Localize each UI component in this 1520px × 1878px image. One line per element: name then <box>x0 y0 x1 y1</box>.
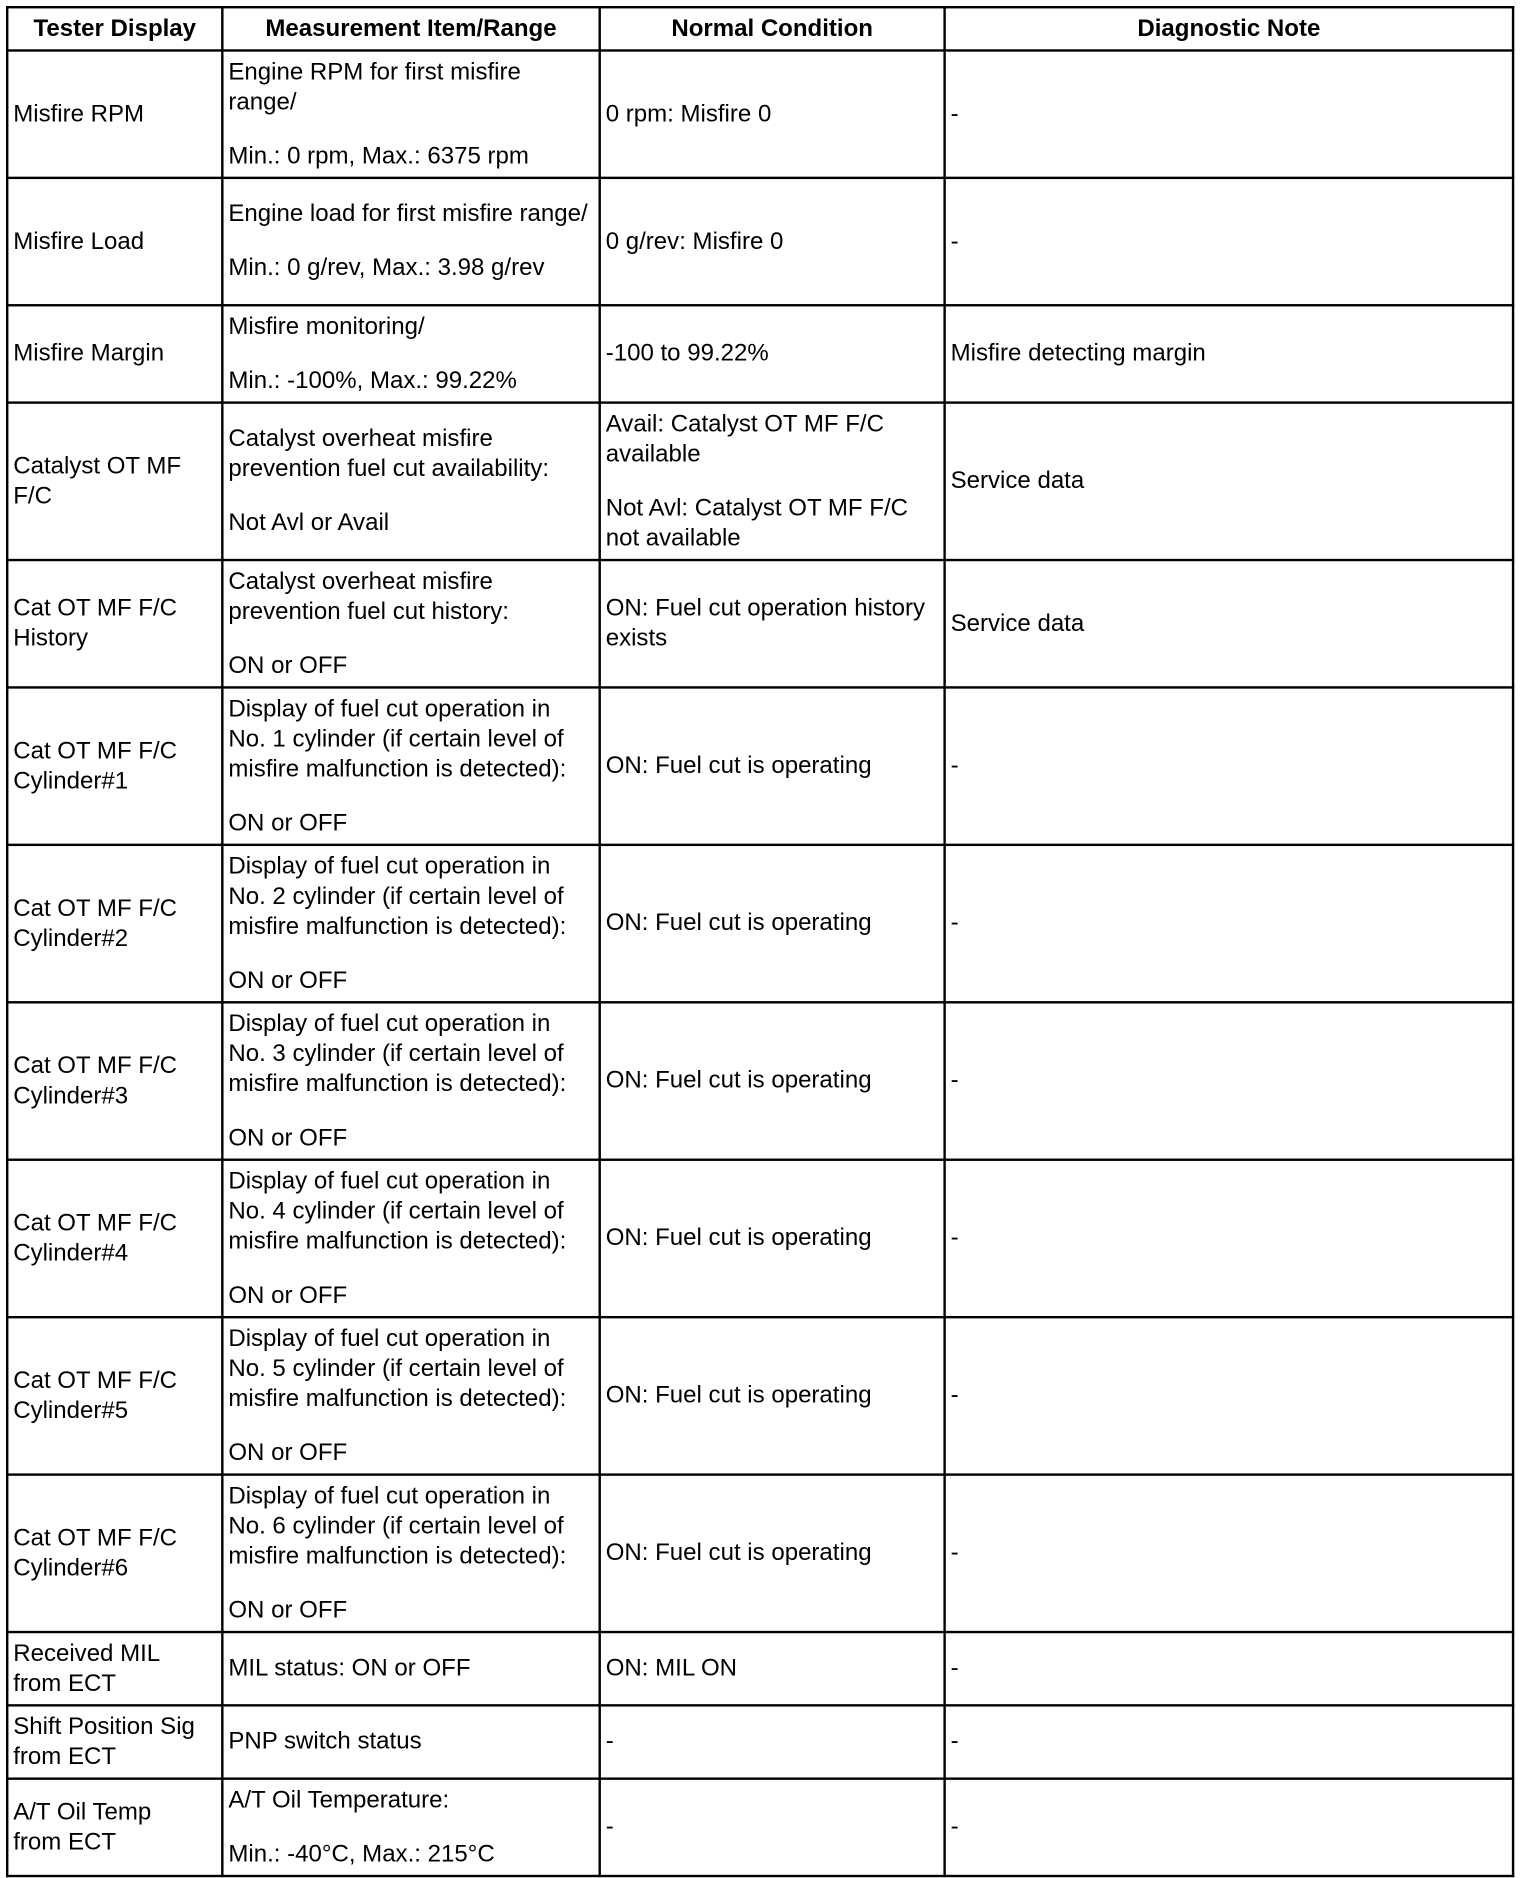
measurement-cell <box>222 1779 599 1876</box>
diagnostic-note-line: - <box>950 1813 959 1840</box>
paragraph-gap <box>228 1256 593 1280</box>
paragraph-gap <box>228 1099 593 1123</box>
measurement-cell-line: ON or OFF <box>228 1439 348 1466</box>
tester-display-cell <box>7 403 222 560</box>
normal-condition-cell-line: 0 g/rev: Misfire 0 <box>605 227 784 255</box>
diagnostic-note-line: Service data <box>950 467 1085 494</box>
paragraph-gap <box>228 484 593 508</box>
tester-display-line: Misfire Margin <box>13 340 165 367</box>
measurement-cell <box>222 1475 599 1632</box>
tester-display-cell <box>7 560 222 687</box>
tester-display-line: Cat OT MF F/C <box>13 1052 178 1079</box>
table-row <box>7 687 1513 844</box>
tester-display-line: Cylinder#3 <box>13 1082 129 1109</box>
diagnostic-note-line: - <box>950 1539 959 1566</box>
normal-condition-cell <box>600 687 945 844</box>
measurement-cell-line: misfire malfunction is detected): <box>228 1070 567 1097</box>
diagnostic-note-line: Service data <box>950 609 1085 637</box>
normal-condition-cell <box>600 560 945 687</box>
measurement-cell-line: Min.: 0 rpm, Max.: 6375 rpm <box>228 142 529 169</box>
normal-condition-cell <box>600 845 945 1002</box>
diagnostic-note-cell <box>945 50 1513 177</box>
measurement-cell-line: Catalyst overheat misfire <box>228 425 493 452</box>
tester-display-line: Cat OT MF F/C <box>13 737 178 764</box>
tester-display-cell <box>7 1160 222 1317</box>
diagnostic-note-cell <box>945 687 1513 844</box>
diagnostic-note-line: - <box>950 227 959 255</box>
paragraph-gap <box>228 1414 593 1438</box>
normal-condition-cell-line: ON: Fuel cut operation history <box>605 594 926 622</box>
tester-display-line: Received MIL <box>13 1639 161 1667</box>
tester-display-cell <box>7 1632 222 1705</box>
measurement-cell <box>222 1317 599 1474</box>
tester-display-line: Misfire RPM <box>13 100 145 127</box>
measurement-cell-line: Display of fuel cut operation in <box>228 1324 551 1352</box>
data-list-table <box>6 6 1514 1877</box>
tester-display-line: A/T Oil Temp <box>13 1798 152 1825</box>
normal-condition-cell-line: -100 to 99.22% <box>605 340 769 367</box>
measurement-cell <box>222 50 599 177</box>
normal-condition-cell-line: - <box>605 1728 614 1755</box>
measurement-cell-line: ON or OFF <box>228 966 348 994</box>
measurement-cell-line: ON or OFF <box>228 809 348 836</box>
normal-condition-cell <box>600 403 945 560</box>
tester-display-line: Cylinder#4 <box>13 1239 129 1267</box>
normal-condition-cell <box>600 178 945 305</box>
normal-condition-cell <box>600 305 945 402</box>
diagnostic-note-cell <box>945 1160 1513 1317</box>
measurement-cell-line: Min.: -40°C, Max.: 215°C <box>228 1840 495 1867</box>
measurement-cell-line: Misfire monitoring/ <box>228 313 425 340</box>
column-header-tester-display: Tester Display <box>7 7 222 50</box>
diagnostic-note-line: - <box>950 1654 959 1682</box>
normal-condition-cell-line: available <box>605 440 701 467</box>
normal-condition-cell-line: ON: MIL ON <box>605 1654 738 1682</box>
table-row <box>7 305 1513 402</box>
diagnostic-note-line: - <box>950 1224 959 1252</box>
diagnostic-note-cell <box>945 178 1513 305</box>
tester-display-line: Cylinder#5 <box>13 1397 129 1424</box>
measurement-cell-line: misfire malfunction is detected): <box>228 1542 567 1569</box>
diagnostic-note-cell <box>945 1632 1513 1705</box>
tester-display-line: Cat OT MF F/C <box>13 1209 178 1237</box>
table-row <box>7 403 1513 560</box>
paragraph-gap <box>228 784 593 808</box>
measurement-cell <box>222 1705 599 1778</box>
measurement-cell-line: Engine RPM for first misfire range/ <box>228 58 528 115</box>
normal-condition-cell-line: - <box>605 1813 614 1840</box>
diagnostic-note-cell <box>945 1002 1513 1159</box>
measurement-cell <box>222 178 599 305</box>
diagnostic-note-line: - <box>950 1728 959 1755</box>
normal-condition-cell <box>600 50 945 177</box>
measurement-cell <box>222 305 599 402</box>
diagnostic-note-line: - <box>950 1382 959 1409</box>
normal-condition-cell-line: not available <box>605 524 741 552</box>
tester-display-cell <box>7 178 222 305</box>
table-body <box>7 50 1513 1876</box>
normal-condition-cell <box>600 1160 945 1317</box>
measurement-cell-line: misfire malfunction is detected): <box>228 1385 567 1412</box>
column-header-measurement: Measurement Item/Range <box>222 7 599 50</box>
normal-condition-cell <box>600 1705 945 1778</box>
tester-display-cell <box>7 1779 222 1876</box>
measurement-cell-line: Min.: -100%, Max.: 99.22% <box>228 367 517 394</box>
measurement-cell-line: misfire malfunction is detected): <box>228 912 567 940</box>
tester-display-cell <box>7 1475 222 1632</box>
tester-display-line: Cylinder#6 <box>13 1554 129 1581</box>
table-row <box>7 845 1513 1002</box>
tester-display-line: from ECT <box>13 1828 117 1855</box>
measurement-cell-line: MIL status: ON or OFF <box>228 1654 471 1682</box>
column-header-normal-condition: Normal Condition <box>600 7 945 50</box>
table-row <box>7 1779 1513 1876</box>
measurement-cell-line: ON or OFF <box>228 1124 348 1151</box>
tester-display-line: Cylinder#1 <box>13 767 129 794</box>
normal-condition-cell-line: Avail: Catalyst OT MF F/C <box>605 410 884 437</box>
measurement-cell-line: Display of fuel cut operation in <box>228 1482 551 1509</box>
measurement-cell <box>222 1002 599 1159</box>
paragraph-gap <box>228 1571 593 1595</box>
table-row <box>7 1317 1513 1474</box>
diagnostic-note-cell <box>945 403 1513 560</box>
measurement-cell-line: prevention fuel cut history: <box>228 597 509 625</box>
paragraph-gap <box>606 469 939 493</box>
table-row <box>7 1160 1513 1317</box>
measurement-cell-line: ON or OFF <box>228 1281 348 1309</box>
tester-display-line: F/C <box>13 482 52 509</box>
table-row <box>7 1632 1513 1705</box>
measurement-cell-line: Engine load for first misfire range/ <box>228 200 588 228</box>
normal-condition-cell <box>600 1317 945 1474</box>
normal-condition-cell-line: ON: Fuel cut is operating <box>605 1382 872 1409</box>
tester-display-line: Cat OT MF F/C <box>13 894 178 922</box>
normal-condition-cell-line: exists <box>605 624 668 652</box>
tester-display-cell <box>7 687 222 844</box>
tester-display-cell <box>7 305 222 402</box>
table-row <box>7 1475 1513 1632</box>
tester-display-line: Cat OT MF F/C <box>13 1524 178 1551</box>
diagnostic-note-cell <box>945 1779 1513 1876</box>
measurement-cell <box>222 1632 599 1705</box>
measurement-cell <box>222 845 599 1002</box>
normal-condition-cell-line: ON: Fuel cut is operating <box>605 752 872 779</box>
tester-display-cell <box>7 1002 222 1159</box>
measurement-cell <box>222 687 599 844</box>
tester-display-line: from ECT <box>13 1743 117 1770</box>
measurement-cell-line: ON or OFF <box>228 651 348 679</box>
measurement-cell-line: No. 1 cylinder (if certain level of <box>228 725 564 752</box>
normal-condition-cell <box>600 1632 945 1705</box>
measurement-cell <box>222 560 599 687</box>
diagnostic-note-line: Misfire detecting margin <box>950 340 1206 367</box>
measurement-cell-line: misfire malfunction is detected): <box>228 755 567 782</box>
diagnostic-note-line: - <box>950 100 959 127</box>
measurement-cell <box>222 403 599 560</box>
measurement-cell-line: No. 5 cylinder (if certain level of <box>228 1355 564 1382</box>
measurement-cell-line: Display of fuel cut operation in <box>228 1167 551 1194</box>
tester-display-cell <box>7 50 222 177</box>
normal-condition-cell <box>600 1779 945 1876</box>
normal-condition-cell-line: Not Avl: Catalyst OT MF F/C <box>605 494 909 521</box>
header-row <box>7 7 1513 50</box>
measurement-cell-line: A/T Oil Temperature: <box>228 1786 450 1813</box>
measurement-cell-line: Display of fuel cut operation in <box>228 852 551 880</box>
table-row <box>7 178 1513 305</box>
tester-display-line: from ECT <box>13 1669 117 1697</box>
diagnostic-note-line: - <box>950 752 959 779</box>
tester-display-line: Cylinder#2 <box>13 924 129 952</box>
paragraph-gap <box>228 627 593 651</box>
measurement-cell-line: misfire malfunction is detected): <box>228 1227 567 1255</box>
measurement-cell-line: PNP switch status <box>228 1728 422 1755</box>
normal-condition-cell-line: ON: Fuel cut is operating <box>605 1067 872 1094</box>
table-row <box>7 560 1513 687</box>
table-row <box>7 1002 1513 1159</box>
measurement-cell-line: Catalyst overheat misfire <box>228 567 493 595</box>
normal-condition-cell <box>600 1475 945 1632</box>
measurement-cell-line: Display of fuel cut operation in <box>228 1010 551 1037</box>
diagnostic-note-line: - <box>950 1067 959 1094</box>
normal-condition-cell-line: ON: Fuel cut is operating <box>605 1539 872 1566</box>
paragraph-gap <box>228 1815 593 1839</box>
paragraph-gap <box>228 942 593 966</box>
paragraph-gap <box>228 230 593 254</box>
measurement-cell <box>222 1160 599 1317</box>
measurement-cell-line: ON or OFF <box>228 1596 348 1624</box>
diagnostic-note-cell <box>945 845 1513 1002</box>
diagnostic-note-cell <box>945 305 1513 402</box>
measurement-cell-line: No. 4 cylinder (if certain level of <box>228 1197 564 1225</box>
diagnostic-note-cell <box>945 1317 1513 1474</box>
diagnostic-note-cell <box>945 1475 1513 1632</box>
measurement-cell-line: No. 2 cylinder (if certain level of <box>228 882 564 910</box>
paragraph-gap <box>228 342 593 366</box>
measurement-cell-line: Not Avl or Avail <box>228 509 390 537</box>
normal-condition-cell-line: 0 rpm: Misfire 0 <box>605 100 772 127</box>
tester-display-line: Cat OT MF F/C <box>13 1367 178 1394</box>
normal-condition-cell-line: ON: Fuel cut is operating <box>605 1224 872 1252</box>
tester-display-line: Misfire Load <box>13 227 145 255</box>
table-row <box>7 1705 1513 1778</box>
measurement-cell-line: Display of fuel cut operation in <box>228 695 551 722</box>
tester-display-line: Catalyst OT MF <box>13 452 182 479</box>
tester-display-cell <box>7 845 222 1002</box>
tester-display-line: Cat OT MF F/C <box>13 594 178 622</box>
diagnostic-note-cell <box>945 1705 1513 1778</box>
tester-display-line: Shift Position Sig <box>13 1713 195 1740</box>
measurement-cell-line: prevention fuel cut availability: <box>228 455 550 482</box>
paragraph-gap <box>228 117 593 141</box>
diagnostic-note-line: - <box>950 909 959 937</box>
diagnostic-note-cell <box>945 560 1513 687</box>
tester-display-cell <box>7 1705 222 1778</box>
measurement-cell-line: Min.: 0 g/rev, Max.: 3.98 g/rev <box>228 254 545 282</box>
tester-display-cell <box>7 1317 222 1474</box>
measurement-cell-line: No. 6 cylinder (if certain level of <box>228 1512 564 1539</box>
normal-condition-cell <box>600 1002 945 1159</box>
table-row <box>7 50 1513 177</box>
normal-condition-cell-line: ON: Fuel cut is operating <box>605 909 872 937</box>
tester-display-line: History <box>13 624 89 652</box>
column-header-diagnostic-note: Diagnostic Note <box>945 7 1513 50</box>
measurement-cell-line: No. 3 cylinder (if certain level of <box>228 1040 564 1067</box>
